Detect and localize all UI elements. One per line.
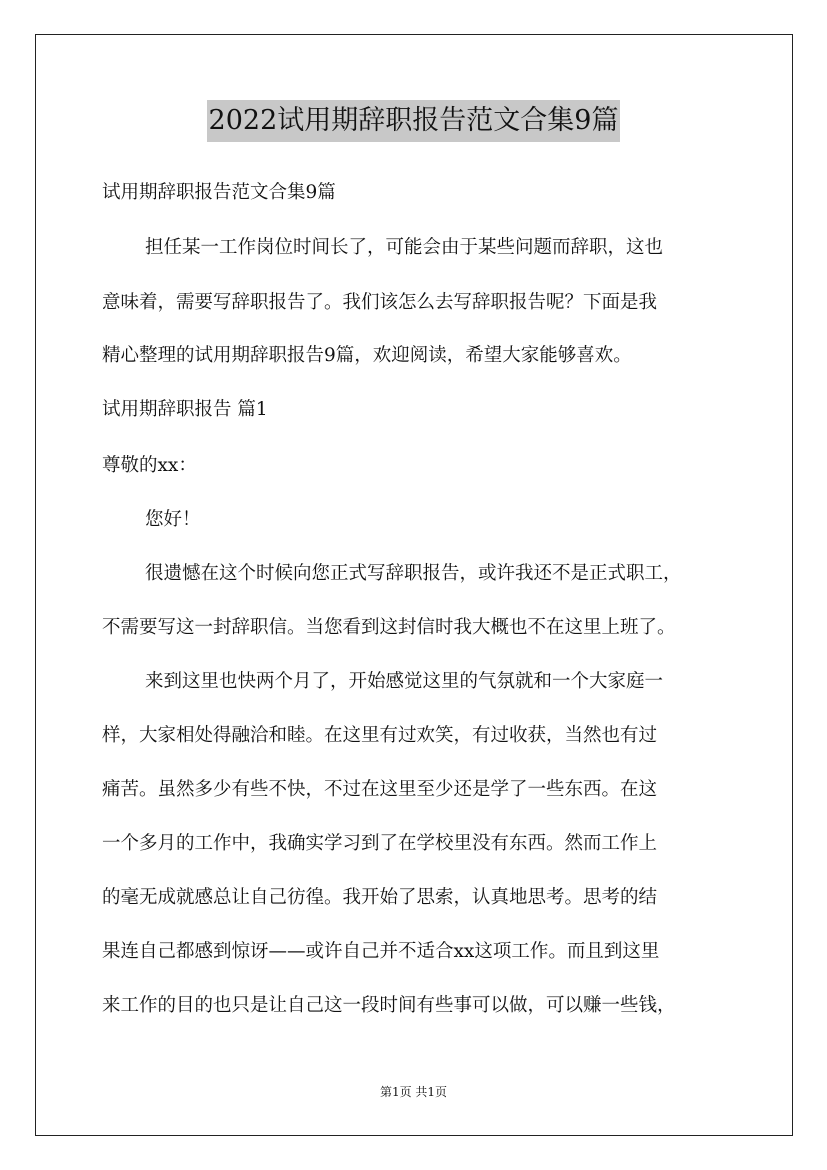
- body-line: 精心整理的试用期辞职报告9篇，欢迎阅读，希望大家能够喜欢。: [102, 345, 632, 366]
- body-line: 来到这里也快两个月了，开始感觉这里的气氛就和一个大家庭一: [145, 671, 664, 692]
- body-line: 担任某一工作岗位时间长了，可能会由于某些问题而辞职，这也: [145, 237, 664, 258]
- title-container: [0, 100, 827, 142]
- section-heading: 试用期辞职报告 篇1: [102, 399, 268, 420]
- body-line: 一个多月的工作中，我确实学习到了在学校里没有东西。然而工作上: [102, 833, 658, 854]
- body-line: 痛苦。虽然多少有些不快，不过在这里至少还是学了一些东西。在这: [102, 779, 658, 800]
- salutation-line: 尊敬的xx：: [102, 455, 197, 476]
- page-number-footer: 第1页 共1页: [379, 1085, 448, 1099]
- body-line: 的毫无成就感总让自己彷徨。我开始了思索，认真地思考。思考的结: [102, 887, 658, 908]
- body-line: 来工作的目的也只是让自己这一段时间有些事可以做，可以赚一些钱，: [102, 995, 676, 1016]
- body-line: 很遗憾在这个时候向您正式写辞职报告，或许我还不是正式职工，: [145, 563, 682, 584]
- greeting-line: 您好！: [145, 509, 201, 530]
- subtitle-line: 试用期辞职报告范文合集9篇: [102, 182, 336, 203]
- body-line: 样，大家相处得融洽和睦。在这里有过欢笑，有过收获，当然也有过: [102, 725, 658, 746]
- body-line: 果连自己都感到惊讶——或许自己并不适合xx这项工作。而且到这里: [102, 941, 660, 962]
- document-title: 2022试用期辞职报告范文合集9篇: [207, 100, 621, 142]
- body-line: 不需要写这一封辞职信。当您看到这封信时我大概也不在这里上班了。: [102, 617, 676, 638]
- body-line: 意味着，需要写辞职报告了。我们该怎么去写辞职报告呢？下面是我: [102, 292, 658, 313]
